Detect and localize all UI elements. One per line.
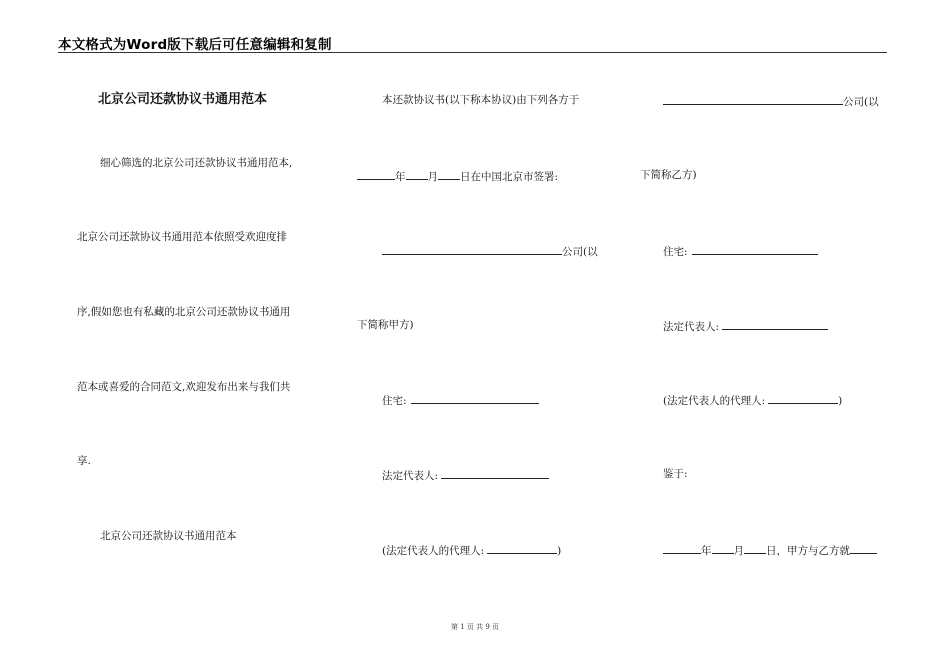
month-blank <box>406 168 428 180</box>
agreement-intro: 本还款协议书(以下称本协议)由下列各方于 <box>382 94 580 106</box>
body-line: 细心筛选的北京公司还款协议书通用范本, <box>100 157 293 169</box>
party-b-label: 下简称乙方) <box>640 169 697 181</box>
agent-blank <box>768 392 838 404</box>
company-b-blank <box>663 93 843 105</box>
legal-rep-blank <box>441 467 549 479</box>
section-subtitle: 北京公司还款协议书通用范本 <box>100 530 237 542</box>
page-number: 第 1 页 共 9 页 <box>450 623 500 631</box>
party-a-address-line: 住宅: <box>382 392 539 408</box>
year-blank <box>357 168 395 180</box>
signing-date-line: 年 月 日在中国北京市签署: <box>357 168 558 184</box>
party-b-address-line: 住宅: <box>663 243 818 259</box>
party-a-label: 下简称甲方) <box>357 319 414 331</box>
party-b-company-line: 公司(以 <box>663 93 879 109</box>
party-a-legal-rep-line: 法定代表人: <box>382 467 549 483</box>
body-line: 享. <box>77 455 91 467</box>
month-blank <box>712 542 734 554</box>
body-line: 北京公司还款协议书通用范本依照受欢迎度排 <box>77 231 287 243</box>
document-title: 北京公司还款协议书通用范本 <box>98 92 268 107</box>
year-blank <box>663 542 701 554</box>
whereas-heading: 鉴于: <box>663 468 688 480</box>
address-blank <box>692 243 818 255</box>
body-line: 序,假如您也有私藏的北京公司还款协议书通用 <box>77 306 291 318</box>
whereas-date-line: 年 月 日，甲方与乙方就 <box>663 542 877 558</box>
document-header: 本文格式为Word版下载后可任意编辑和复制 <box>58 37 332 53</box>
header-divider <box>58 52 887 53</box>
legal-rep-blank <box>722 318 828 330</box>
trailing-blank <box>850 542 877 554</box>
party-a-company-line: 公司(以 <box>382 243 598 259</box>
day-blank <box>438 168 460 180</box>
address-blank <box>411 392 539 404</box>
party-b-agent-line: (法定代表人的代理人: ) <box>663 392 842 408</box>
body-line: 范本或喜爱的合同范文,欢迎发布出来与我们共 <box>77 381 291 393</box>
party-a-agent-line: (法定代表人的代理人: ) <box>382 542 561 558</box>
agent-blank <box>487 542 557 554</box>
day-blank <box>744 542 766 554</box>
party-b-legal-rep-line: 法定代表人: <box>663 318 828 334</box>
company-a-blank <box>382 243 562 255</box>
